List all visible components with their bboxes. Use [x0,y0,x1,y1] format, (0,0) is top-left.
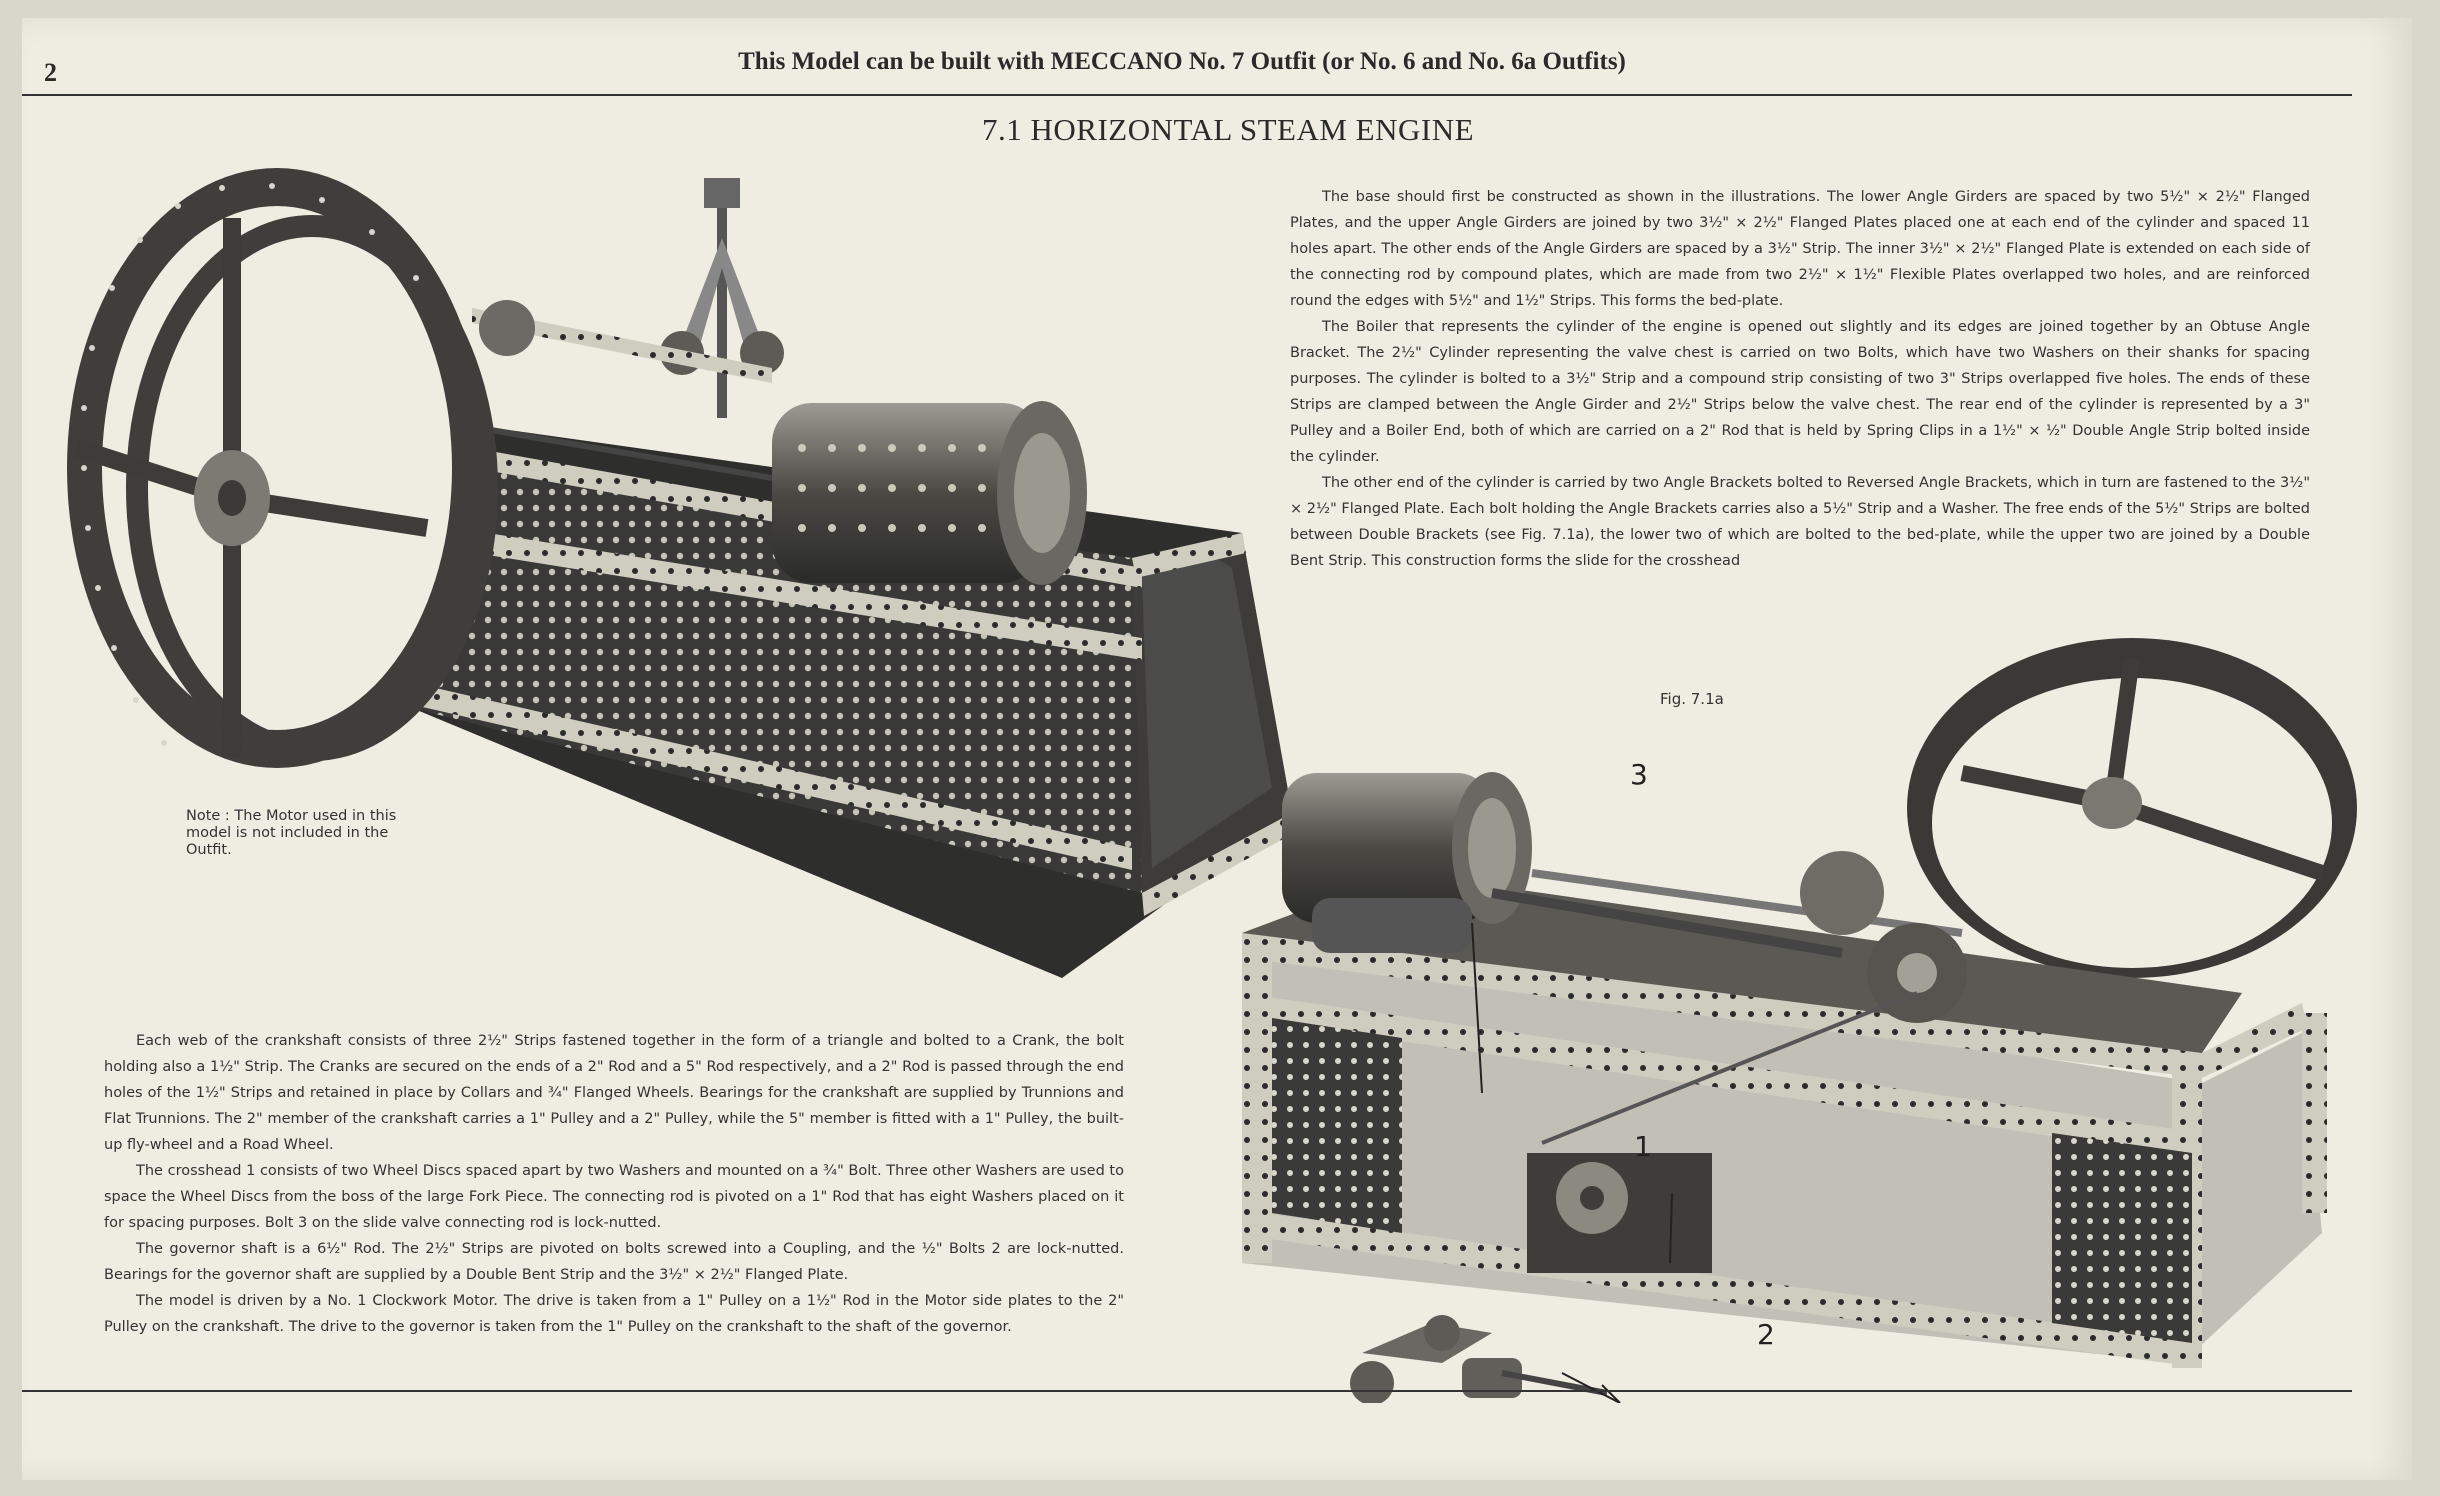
motor-note: Note : The Motor used in this model is not included in the Outfit. [186,808,397,858]
page-number: 2 [44,58,57,87]
figure-label: Fig. 7.1a [1660,690,1724,708]
callout-3: 3 [1630,758,1648,791]
intro-paragraph-1: The base should first be constructed as shown in the illustrations. The lower Angle Girders are spaced by two 5½" × 2½" Flanged Plates, and the upper Angle Girders are joined by two 3½" × 2½" Flanged Plates placed one at each end of the cylinder and spaced 11 holes apart. The other ends of the Angle Girders are spaced by a 3½" Strip. The inner 3½" × 2½" Flanged Plate is extended on each side of the connecting rod by compound plates, which are made from two 2½" × 1½" Flexible Plates overlapped two holes, and are reinforced round the edges with 5½" and 1½" Strips. This forms the bed-plate. [1290,189,2310,309]
footer-rule [22,1390,2352,1392]
body-text [104,1028,1124,1340]
manual-page [22,18,2412,1480]
figure-7-1a-illustration [1202,573,2382,1403]
page-header: This Model can be built with MECCANO No. 7 Outfit (or No. 6 and No. 6a Outfits) [738,48,1626,75]
page-title: 7.1 HORIZONTAL STEAM ENGINE [982,112,1475,147]
body-paragraph-3: The governor shaft is a 6½" Rod. The 2½" Strips are pivoted on bolts screwed into a Coupling, and the ½" Bolts 2 are lock-nutted. Bearings for the governor shaft are supplied by a Double Bent Strip and the 3½" × 2½" Flanged Plate. [104,1241,1124,1283]
body-paragraph-1: Each web of the crankshaft consists of three 2½" Strips fastened together in the form of a triangle and bolted to a Crank, the bolt holding also a 1½" Strip. The Cranks are secured on the ends of a 2" Rod and a 5" Rod respectively, and a 2" Rod is passed through the end holes of the 1½" Strips and retained in place by Collars and ¾" Flanged Wheels. Bearings for the crankshaft are supplied by Trunnions and Flat Trunnions. The 2" member of the crankshaft carries a 1" Pulley and a 2" Pulley, while the 5" member is fitted with a 1" Pulley, the built-up fly-wheel and a Road Wheel. [104,1033,1124,1153]
steam-engine-illustration [32,148,1302,998]
callout-1: 1 [1634,1130,1652,1163]
body-paragraph-4: The model is driven by a No. 1 Clockwork Motor. The drive is taken from a 1" Pulley on a 1½" Rod in the Motor side plates to the 2" Pulley on the crankshaft. The drive to the governor is taken from the 1" Pulley on the crankshaft to the shaft of the governor. [104,1293,1124,1335]
intro-paragraph-2: The Boiler that represents the cylinder of the engine is opened out slightly and its edges are joined together by an Obtuse Angle Bracket. The 2½" Cylinder representing the valve chest is carried on two Bolts, which have two Washers on their shanks for spacing purposes. The cylinder is bolted to a 3½" Strip and a compound strip consisting of two 3" Strips overlapped five holes. The ends of these Strips are clamped between the Angle Girder and 2½" Strips below the valve chest. The rear end of the cylinder is represented by a 3" Pulley and a Boiler End, both of which are carried on a 2" Rod that is held by Spring Clips in a 1½" × ½" Double Angle Strip bolted inside the cylinder. [1290,319,2310,465]
callout-2: 2 [1757,1318,1775,1351]
header-rule [22,94,2352,96]
intro-paragraph-3: The other end of the cylinder is carried by two Angle Brackets bolted to Reversed Angle Brackets, which in turn are fastened to the 3½" × 2½" Flanged Plate. Each bolt holding the Angle Brackets carries also a 5½" Strip and a Washer. The free ends of the 5½" Strips are bolted between Double Brackets (see Fig. 7.1a), the lower two of which are bolted to the bed-plate, while the upper two are joined by a Double Bent Strip. This construction forms the slide for the crosshead [1290,475,2310,569]
body-paragraph-2: The crosshead 1 consists of two Wheel Discs spaced apart by two Washers and mounted on a ¾" Bolt. Three other Washers are used to space the Wheel Discs from the boss of the large Fork Piece. The connecting rod is pivoted on a 1" Rod that has eight Washers placed on it for spacing purposes. Bolt 3 on the slide valve connecting rod is lock-nutted. [104,1163,1124,1231]
intro-text [1290,184,2310,574]
